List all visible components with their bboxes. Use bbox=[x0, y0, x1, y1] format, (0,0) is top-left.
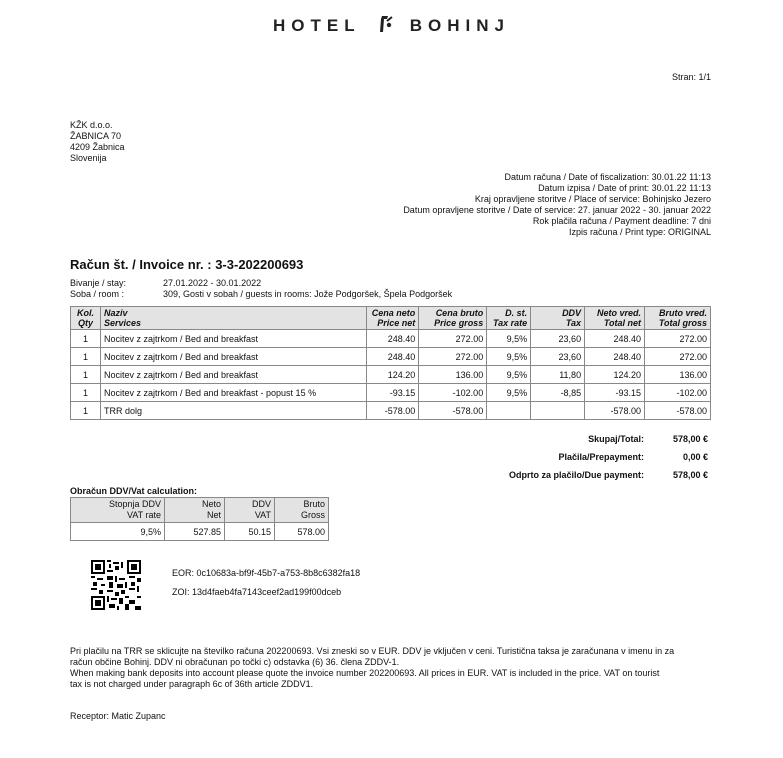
vat-header-gross: Bruto Gross bbox=[275, 498, 329, 523]
cell-tax: 23,60 bbox=[531, 348, 585, 366]
stay-value: 27.01.2022 - 30.01.2022 bbox=[163, 278, 262, 288]
cell-qty: 1 bbox=[71, 402, 101, 420]
cell-total-gross: 272.00 bbox=[645, 348, 711, 366]
footer-line: tax is not charged under paragraph 6c of 36th article ZDDV1. bbox=[70, 679, 314, 689]
cell-qty: 1 bbox=[71, 348, 101, 366]
items-table bbox=[70, 306, 711, 420]
meta-payment-deadline: Rok plačila računa / Payment deadline: 7 dni bbox=[532, 216, 711, 226]
cell-tax-rate: 9,5% bbox=[487, 366, 531, 384]
table-row bbox=[71, 384, 711, 402]
stay-label: Bivanje / stay: bbox=[70, 278, 127, 288]
receptor: Receptor: Matic Zupanc bbox=[70, 711, 166, 721]
cell-tax-rate: 9,5% bbox=[487, 384, 531, 402]
total-label: Skupaj/Total: bbox=[588, 434, 644, 444]
prepayment-value: 0,00 € bbox=[682, 452, 708, 462]
due-payment-row bbox=[509, 470, 708, 480]
customer-line: KŽK d.o.o. bbox=[70, 120, 113, 130]
footer-notes bbox=[70, 646, 720, 690]
cell-total-net: -93.15 bbox=[585, 384, 645, 402]
invoice-title: Račun št. / Invoice nr. : 3-3-202200693 bbox=[70, 257, 304, 272]
cell-total-gross: -578.00 bbox=[645, 402, 711, 420]
cell-tax-rate: 9,5% bbox=[487, 330, 531, 348]
vat-cell-net: 527.85 bbox=[165, 523, 225, 541]
col-header-total-net: Neto vred. Total net bbox=[585, 307, 645, 330]
meta-fiscalization-date: Datum računa / Date of fiscalization: 30.01.22 11:13 bbox=[504, 172, 711, 182]
cell-service: TRR dolg bbox=[100, 402, 366, 420]
cell-price-gross: 272.00 bbox=[419, 330, 487, 348]
vat-header-rate: Stopnja DDV VAT rate bbox=[71, 498, 165, 523]
cell-price-net: -578.00 bbox=[367, 402, 419, 420]
cell-qty: 1 bbox=[71, 384, 101, 402]
cell-qty: 1 bbox=[71, 366, 101, 384]
qr-code-icon bbox=[91, 560, 141, 610]
col-header-services: Naziv Services bbox=[100, 307, 366, 330]
cell-tax-rate: 9,5% bbox=[487, 348, 531, 366]
meta-date-of-service: Datum opravljene storitve / Date of service: 27. januar 2022 - 30. januar 2022 bbox=[403, 205, 711, 215]
cell-tax-rate bbox=[487, 402, 531, 420]
cell-price-gross: 272.00 bbox=[419, 348, 487, 366]
due-payment-label: Odprto za plačilo/Due payment: bbox=[508, 470, 644, 480]
room-label: Soba / room : bbox=[70, 289, 125, 299]
cell-price-gross: -102.00 bbox=[419, 384, 487, 402]
vat-calculation-title: Obračun DDV/Vat calculation: bbox=[70, 486, 198, 496]
cell-tax bbox=[531, 402, 585, 420]
cell-tax: 11,80 bbox=[531, 366, 585, 384]
col-header-price-gross: Cena bruto Price gross bbox=[419, 307, 487, 330]
prepayment-row bbox=[558, 452, 708, 462]
footer-line: When making bank deposits into account please quote the invoice number 202200693. All prices in EUR. VAT is included in the price. VAT on tourist bbox=[70, 668, 660, 678]
vat-cell-vat: 50.15 bbox=[225, 523, 275, 541]
logo-mark-icon bbox=[375, 14, 395, 34]
customer-line: ŽABNICA 70 bbox=[70, 131, 122, 141]
col-header-qty: Kol. Qty bbox=[71, 307, 101, 330]
zoi-code: ZOI: 13d4faeb4fa7143ceef2ad199f00dceb bbox=[172, 587, 342, 597]
customer-address bbox=[70, 120, 125, 164]
cell-price-gross: -578.00 bbox=[419, 402, 487, 420]
table-row bbox=[71, 366, 711, 384]
vat-header-vat: DDV VAT bbox=[225, 498, 275, 523]
vat-header-row bbox=[71, 498, 329, 523]
cell-price-gross: 136.00 bbox=[419, 366, 487, 384]
meta-place-of-service: Kraj opravljene storitve / Place of service: Bohinjsko Jezero bbox=[474, 194, 711, 204]
vat-cell-gross: 578.00 bbox=[275, 523, 329, 541]
cell-service: Nocitev z zajtrkom / Bed and breakfast bbox=[100, 330, 366, 348]
vat-row bbox=[71, 523, 329, 541]
footer-line: račun občine Bohinj. DDV ni obračunan po točki c) odstavka (6) 36. člena ZDDV-1. bbox=[70, 657, 400, 667]
vat-cell-rate: 9,5% bbox=[71, 523, 165, 541]
cell-total-net: 248.40 bbox=[585, 348, 645, 366]
cell-price-net: 248.40 bbox=[367, 348, 419, 366]
logo-text-left: HOTEL bbox=[272, 16, 361, 35]
customer-line: Slovenija bbox=[70, 153, 107, 163]
logo-text-right: BOHINJ bbox=[409, 16, 510, 35]
vat-table bbox=[70, 497, 329, 541]
total-value: 578,00 € bbox=[672, 434, 708, 444]
cell-price-net: -93.15 bbox=[367, 384, 419, 402]
due-payment-value: 578,00 € bbox=[672, 470, 708, 480]
cell-price-net: 248.40 bbox=[367, 330, 419, 348]
cell-total-net: 248.40 bbox=[585, 330, 645, 348]
cell-total-net: -578.00 bbox=[585, 402, 645, 420]
total-row bbox=[588, 434, 708, 444]
col-header-tax: DDV Tax bbox=[531, 307, 585, 330]
col-header-total-gross: Bruto vred. Total gross bbox=[645, 307, 711, 330]
cell-service: Nocitev z zajtrkom / Bed and breakfast bbox=[100, 366, 366, 384]
table-row bbox=[71, 348, 711, 366]
col-header-tax-rate: D. st. Tax rate bbox=[487, 307, 531, 330]
meta-print-date: Datum izpisa / Date of print: 30.01.22 11:13 bbox=[538, 183, 711, 193]
table-row bbox=[71, 402, 711, 420]
cell-service: Nocitev z zajtrkom / Bed and breakfast - popust 15 % bbox=[100, 384, 366, 402]
prepayment-label: Plačila/Prepayment: bbox=[558, 452, 644, 462]
col-header-price-net: Cena neto Price net bbox=[367, 307, 419, 330]
cell-total-net: 124.20 bbox=[585, 366, 645, 384]
cell-service: Nocitev z zajtrkom / Bed and breakfast bbox=[100, 348, 366, 366]
cell-total-gross: -102.00 bbox=[645, 384, 711, 402]
meta-print-type: Izpis računa / Print type: ORIGINAL bbox=[568, 227, 711, 237]
room-value: 309, Gosti v sobah / guests in rooms: Jože Podgoršek, Špela Podgoršek bbox=[163, 289, 453, 299]
cell-tax: 23,60 bbox=[531, 330, 585, 348]
cell-total-gross: 136.00 bbox=[645, 366, 711, 384]
table-row bbox=[71, 330, 711, 348]
room-row bbox=[70, 289, 452, 299]
cell-qty: 1 bbox=[71, 330, 101, 348]
eor-code: EOR: 0c10683a-bf9f-45b7-a753-8b8c6382fa18 bbox=[172, 568, 361, 578]
cell-price-net: 124.20 bbox=[367, 366, 419, 384]
footer-line: Pri plačilu na TRR se sklicujte na številko računa 202200693. Vsi zneski so v EUR. DDV je vključen v ceni. Turistična taksa je zaračunana v imenu in za bbox=[70, 646, 675, 656]
cell-tax: -8,85 bbox=[531, 384, 585, 402]
stay-row bbox=[70, 278, 261, 288]
page-number: Stran: 1/1 bbox=[671, 72, 711, 82]
invoice-meta bbox=[403, 172, 711, 238]
hotel-logo bbox=[0, 14, 783, 36]
cell-total-gross: 272.00 bbox=[645, 330, 711, 348]
vat-header-net: Neto Net bbox=[165, 498, 225, 523]
items-header-row bbox=[71, 307, 711, 330]
customer-line: 4209 Žabnica bbox=[70, 142, 125, 152]
